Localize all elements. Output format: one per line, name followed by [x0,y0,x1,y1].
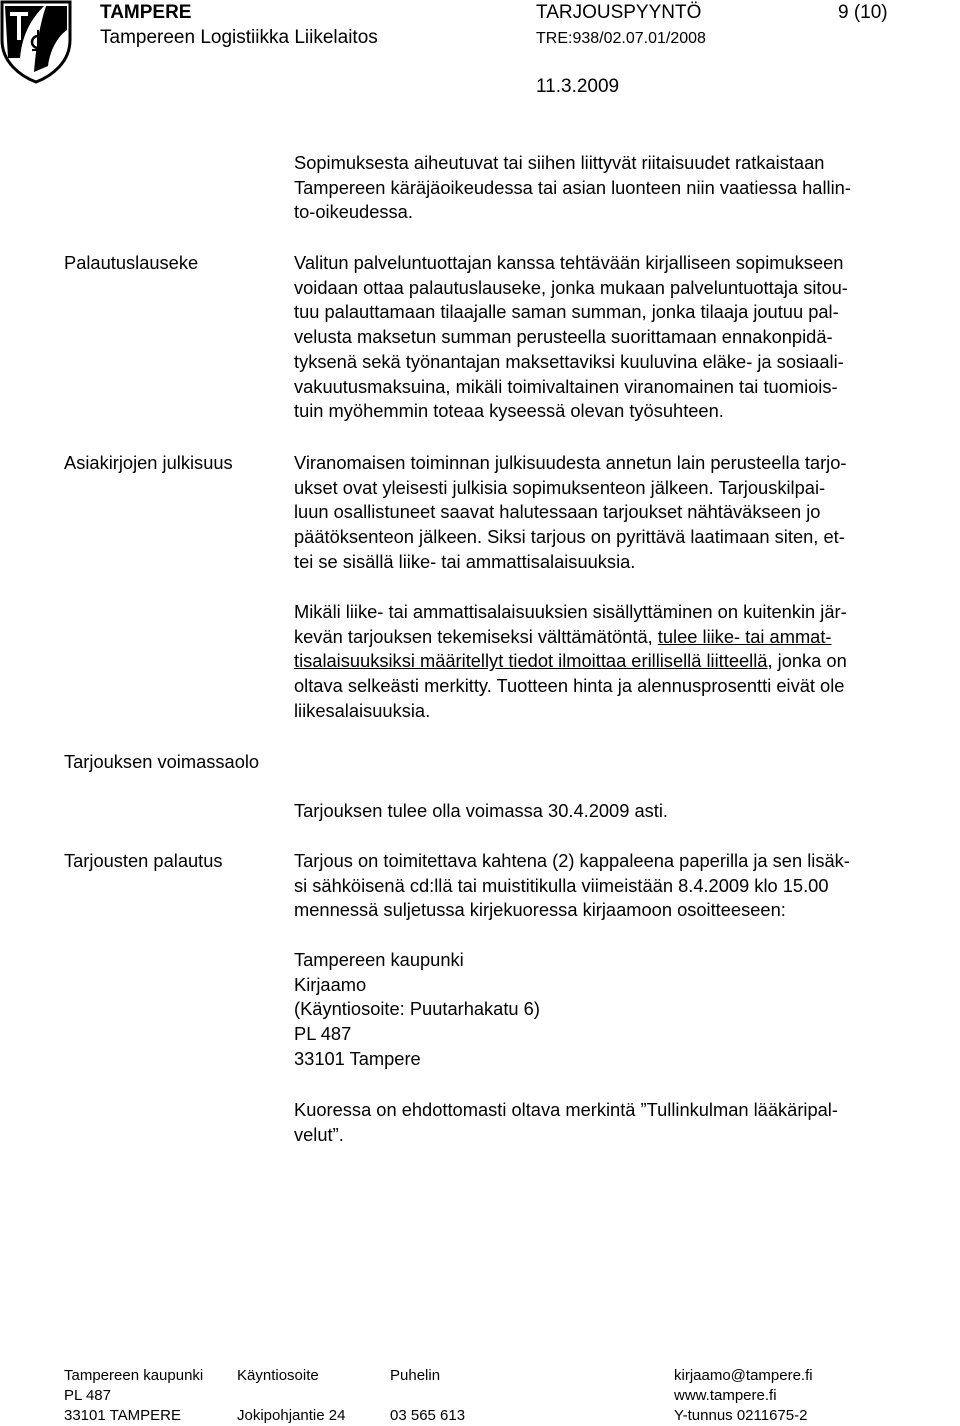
footer-line: Puhelin [390,1367,441,1384]
paragraph-line: tei se sisällä liike- tai ammattisalaisuuksia. [294,550,636,572]
paragraph-line: päätöksenteon jälkeen. Siksi tarjous on pyrittävä laatimaan siten, et- [294,526,845,548]
julkisuus-paragraph-1 [294,451,847,575]
footer-visiting-address [237,1366,345,1426]
julkisuus-paragraph-2 [294,600,847,724]
section-label-julkisuus: Asiakirjojen julkisuus [64,452,233,473]
palautuslauseke-paragraph [294,251,848,424]
header-doc-type: TARJOUSPYYNTÖ [536,2,702,23]
paragraph-line: tyksenä sekä työnantajan maksettaviksi kuuluvina eläke- ja sosiaali- [294,350,844,372]
header-org: TAMPERE [100,2,192,23]
paragraph-line: mennessä suljetussa kirjekuoressa kirjaamoon osoitteeseen: [294,899,786,921]
address-line: (Käyntiosoite: Puutarhakatu 6) [294,998,540,1020]
intro-line: Sopimuksesta aiheutuvat tai siihen liittyvät riitaisuudet ratkaistaan [294,152,825,173]
delivery-address [294,948,540,1072]
intro-line: Tampereen käräjäoikeudessa tai asian luonteen niin vaatiessa hallin- [294,176,851,198]
paragraph-line: ukset ovat yleisesti julkisia sopimuksenteon jälkeen. Tarjouskilpai- [294,476,826,498]
paragraph-line: Kuoressa on ehdottomasti oltava merkintä ”Tullinkulman lääkäripal- [294,1099,838,1120]
paragraph-line: oltava selkeästi merkitty. Tuotteen hinta ja alennusprosentti eivät ole [294,675,845,697]
footer-line: Jokipohjantie 24 [237,1407,346,1424]
paragraph-line: voidaan ottaa palautuslauseke, jonka mukaan palveluntuottaja sitou- [294,276,848,298]
palautus-paragraph [294,849,850,923]
footer-organization [64,1366,203,1426]
address-line: 33101 Tampere [294,1047,421,1069]
footer-line: 33101 TAMPERE [64,1407,182,1424]
header-date: 11.3.2009 [536,76,620,97]
plain-text: kevän tarjouksen tekemiseksi välttämätöntä, [294,625,658,647]
section-label-voimassaolo: Tarjouksen voimassaolo [64,751,260,772]
paragraph-line: luun osallistuneet saavat halutessaan tarjoukset nähtäväkseen jo [294,501,821,523]
footer-phone [390,1366,465,1426]
paragraph-line: Tarjous on toimitettava kahtena (2) kappaleena paperilla ja sen lisäk- [294,850,850,871]
paragraph-line: tuu palauttamaan tilaajalle saman summan, jonka tilaaja joutuu pal- [294,301,839,323]
paragraph-line: liikesalaisuuksia. [294,699,431,721]
paragraph-line [294,649,847,674]
tampere-coat-of-arms-logo [0,0,72,84]
footer-line [390,1386,465,1406]
footer-line: PL 487 [64,1387,111,1404]
paragraph-line: velusta maksetun summan perusteella suorittamaan ennakonpidä- [294,326,833,348]
section-label-palautuslauseke: Palautuslauseke [64,252,199,273]
header-reference: TRE:938/02.07.01/2008 [536,30,706,47]
address-line: PL 487 [294,1023,352,1045]
footer-website[interactable]: www.tampere.fi [674,1387,777,1404]
paragraph-line: tuin myöhemmin toteaa kyseessä olevan työsuhteen. [294,400,724,422]
paragraph-line: vakuutusmaksuina, mikäli toimivaltainen viranomainen tai tuomiois- [294,375,838,397]
footer-contact [674,1366,813,1426]
underlined-text: tisalaisuuksiksi määritellyt tiedot ilmoittaa erillisellä liitteellä [294,650,768,672]
footer-email[interactable]: kirjaamo@tampere.fi [674,1367,813,1384]
address-line: Tampereen kaupunki [294,949,464,970]
paragraph-line: si sähköisenä cd:llä tai muistitikulla viimeistään 8.4.2009 klo 15.00 [294,874,829,896]
footer-line: Käyntiosoite [237,1367,319,1384]
paragraph-line [294,625,847,650]
section-label-palautus: Tarjousten palautus [64,850,223,871]
footer-line [237,1386,345,1406]
intro-line: to-oikeudessa. [294,201,413,223]
underlined-text: tulee liike- tai ammat- [657,625,832,647]
paragraph-line: Mikäli liike- tai ammattisalaisuuksien sisällyttäminen on kuitenkin jär- [294,601,847,622]
paragraph-line: Viranomaisen toiminnan julkisuudesta annetun lain perusteella tarjo- [294,452,847,473]
paragraph-line: velut”. [294,1123,344,1145]
footer-line: 03 565 613 [390,1407,466,1424]
plain-text: , jonka on [767,650,847,672]
address-line: Kirjaamo [294,973,367,995]
envelope-marking-note [294,1098,838,1147]
header-unit: Tampereen Logistiikka Liikelaitos [100,27,378,48]
intro-paragraph [294,151,851,225]
voimassaolo-text: Tarjouksen tulee olla voimassa 30.4.2009 asti. [294,800,668,821]
header-page-number: 9 (10) [838,2,888,23]
footer-line: Tampereen kaupunki [64,1367,204,1384]
paragraph-line: Valitun palveluntuottajan kanssa tehtävään kirjalliseen sopimukseen [294,252,844,273]
footer-business-id: Y-tunnus 0211675-2 [674,1407,808,1424]
